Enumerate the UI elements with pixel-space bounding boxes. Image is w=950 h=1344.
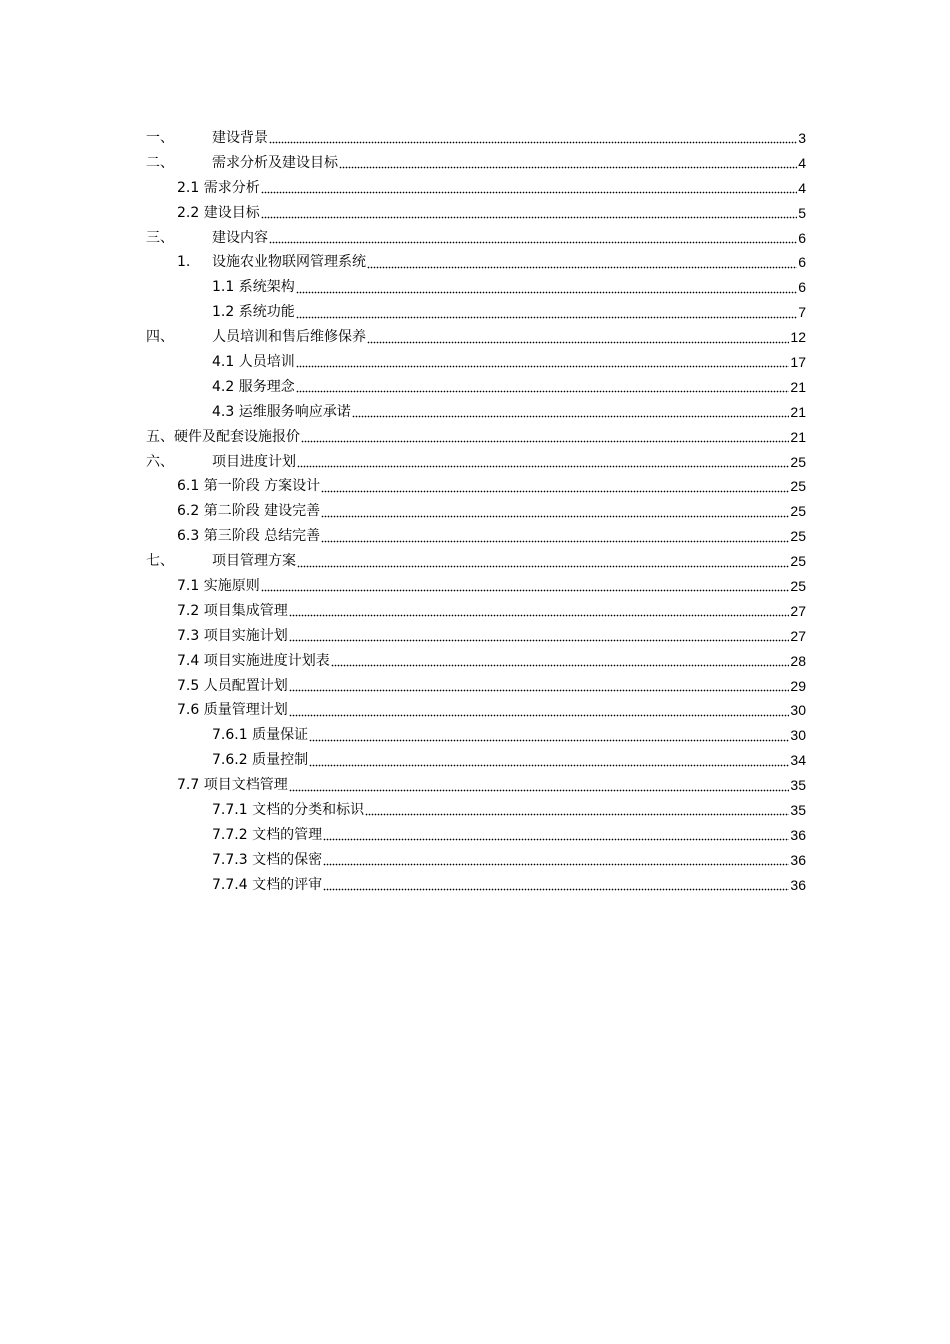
toc-page-number: 28	[790, 652, 806, 669]
toc-entry-title: 7.4 项目实施进度计划表	[177, 652, 330, 669]
toc-entry[interactable]	[146, 201, 806, 226]
toc-page-number: 36	[790, 876, 806, 893]
toc-dot-leader	[309, 733, 789, 745]
toc-entry[interactable]	[146, 450, 806, 475]
toc-page-number: 6	[798, 229, 806, 246]
toc-dot-leader	[367, 260, 797, 272]
toc-page-number: 25	[790, 578, 806, 595]
toc-entry-number: 四、	[146, 329, 174, 346]
toc-entry-number: 一、	[146, 130, 174, 146]
toc-entry-title: 7.7.2 文档的管理	[212, 826, 323, 843]
toc-entry[interactable]	[146, 748, 806, 773]
toc-entry[interactable]	[146, 624, 806, 649]
toc-entry-number: 二、	[146, 154, 174, 171]
toc-entry[interactable]	[146, 773, 806, 798]
toc-page-number: 30	[790, 702, 806, 719]
toc-entry-number: 六、	[146, 453, 174, 470]
toc-page-number: 27	[790, 627, 806, 644]
toc-entry-title: 7.6 质量管理计划	[177, 702, 288, 719]
toc-entry[interactable]	[146, 176, 806, 201]
toc-dot-leader	[269, 135, 797, 147]
toc-page-number: 25	[790, 503, 806, 520]
toc-entry-title: 7.7.3 文档的保密	[212, 851, 323, 868]
toc-page-number: 21	[790, 428, 806, 445]
toc-page-number: 35	[790, 802, 806, 819]
toc-entry-title: 7.6.1 质量保证	[212, 727, 309, 744]
toc-page-number: 21	[790, 403, 806, 420]
toc-dot-leader	[269, 235, 797, 247]
toc-entry[interactable]	[146, 524, 806, 549]
toc-entry[interactable]	[146, 599, 806, 624]
toc-entry-title: 7.1 实施原则	[177, 578, 260, 595]
toc-dot-leader	[261, 185, 797, 197]
toc-entry-title: 2.1 需求分析	[177, 179, 260, 196]
toc-dot-leader	[297, 459, 789, 471]
toc-entry-title: 建设背景	[212, 130, 268, 146]
toc-page-number: 30	[790, 727, 806, 744]
toc-entry-title: 7.7.4 文档的评审	[212, 876, 323, 893]
toc-page-number: 7	[798, 304, 806, 321]
toc-dot-leader	[296, 384, 790, 396]
toc-page-number: 12	[790, 329, 806, 346]
toc-entry[interactable]	[146, 848, 806, 873]
toc-entry[interactable]	[146, 649, 806, 674]
toc-page-number: 34	[790, 752, 806, 769]
toc-page-number: 4	[798, 179, 806, 196]
toc-entry-title: 需求分析及建设目标	[212, 154, 338, 171]
toc-dot-leader	[289, 633, 790, 645]
toc-entry-title: 设施农业物联网管理系统	[212, 254, 366, 271]
toc-entry[interactable]	[146, 698, 806, 723]
toc-entry-title: 1.1 系统架构	[212, 279, 295, 296]
toc-dot-leader	[289, 783, 790, 795]
toc-page-number: 4	[798, 154, 806, 171]
toc-dot-leader	[321, 484, 789, 496]
toc-entry[interactable]	[146, 823, 806, 848]
toc-page-number: 5	[798, 204, 806, 221]
toc-dot-leader	[352, 409, 790, 421]
toc-dot-leader	[367, 335, 789, 347]
toc-entry-title: 2.2 建设目标	[177, 204, 260, 221]
toc-dot-leader	[339, 160, 797, 172]
toc-page-number: 3	[798, 130, 806, 146]
toc-entry-title: 7.3 项目实施计划	[177, 627, 288, 644]
toc-entry-title: 7.2 项目集成管理	[177, 602, 288, 619]
toc-dot-leader	[296, 359, 790, 371]
toc-entry[interactable]	[146, 300, 806, 325]
toc-entry[interactable]	[146, 400, 806, 425]
toc-dot-leader	[331, 658, 790, 670]
toc-entry[interactable]	[146, 798, 806, 823]
toc-entry[interactable]	[146, 549, 806, 574]
toc-dot-leader	[309, 758, 789, 770]
toc-dot-leader	[261, 210, 797, 222]
toc-dot-leader	[323, 857, 789, 869]
toc-entry[interactable]	[146, 350, 806, 375]
toc-page-number: 6	[798, 279, 806, 296]
toc-entry[interactable]	[146, 723, 806, 748]
toc-entry[interactable]	[146, 574, 806, 599]
toc-entry-title: 4.3 运维服务响应承诺	[212, 403, 351, 420]
toc-entry-title: 7.7.1 文档的分类和标识	[212, 802, 365, 819]
toc-page-number: 6	[798, 254, 806, 271]
toc-entry[interactable]	[146, 250, 806, 275]
toc-page-number: 25	[790, 478, 806, 495]
toc-entry[interactable]	[146, 474, 806, 499]
toc-dot-leader	[301, 434, 789, 446]
toc-entry[interactable]	[146, 275, 806, 300]
toc-dot-leader	[289, 608, 790, 620]
toc-entry-title: 4.2 服务理念	[212, 378, 295, 395]
toc-dot-leader	[289, 683, 790, 695]
toc-entry-title: 项目管理方案	[212, 553, 296, 570]
toc-dot-leader	[323, 832, 789, 844]
toc-entry-title: 1.2 系统功能	[212, 304, 295, 321]
toc-entry-title: 五、硬件及配套设施报价	[146, 428, 300, 445]
toc-entry[interactable]	[146, 126, 806, 151]
toc-entry-title: 建设内容	[212, 229, 268, 246]
toc-page-number: 36	[790, 826, 806, 843]
toc-entry[interactable]	[146, 375, 806, 400]
table-of-contents	[146, 126, 806, 898]
toc-dot-leader	[296, 310, 797, 322]
toc-entry-title: 7.6.2 质量控制	[212, 752, 309, 769]
toc-page-number: 27	[790, 602, 806, 619]
toc-entry[interactable]	[146, 226, 806, 251]
toc-page-number: 36	[790, 851, 806, 868]
toc-entry-title: 4.1 人员培训	[212, 354, 295, 371]
toc-entry[interactable]	[146, 425, 806, 450]
toc-dot-leader	[297, 559, 789, 571]
toc-entry-title: 项目进度计划	[212, 453, 296, 470]
toc-entry-number: 1.	[177, 254, 191, 271]
toc-entry-title: 6.2 第二阶段 建设完善	[177, 503, 321, 520]
toc-page-number: 25	[790, 453, 806, 470]
toc-dot-leader	[321, 509, 789, 521]
toc-entry[interactable]	[146, 499, 806, 524]
toc-dot-leader	[289, 708, 790, 720]
toc-entry-title: 6.1 第一阶段 方案设计	[177, 478, 321, 495]
toc-entry-title: 人员培训和售后维修保养	[212, 329, 366, 346]
toc-entry-number: 三、	[146, 229, 174, 246]
toc-dot-leader	[321, 534, 789, 546]
toc-dot-leader	[365, 807, 789, 819]
toc-page-number: 17	[790, 354, 806, 371]
toc-page-number: 35	[790, 777, 806, 794]
toc-dot-leader	[296, 285, 797, 297]
toc-entry-number: 七、	[146, 553, 174, 570]
toc-page-number: 25	[790, 528, 806, 545]
toc-entry[interactable]	[146, 674, 806, 699]
toc-entry-title: 7.5 人员配置计划	[177, 677, 288, 694]
toc-entry[interactable]	[146, 873, 806, 898]
toc-page-number: 29	[790, 677, 806, 694]
toc-entry[interactable]	[146, 151, 806, 176]
toc-page-number: 21	[790, 378, 806, 395]
toc-entry[interactable]	[146, 325, 806, 350]
toc-dot-leader	[261, 583, 790, 595]
toc-page-number: 25	[790, 553, 806, 570]
toc-entry-title: 7.7 项目文档管理	[177, 777, 288, 794]
toc-dot-leader	[323, 882, 789, 894]
toc-entry-title: 6.3 第三阶段 总结完善	[177, 528, 321, 545]
